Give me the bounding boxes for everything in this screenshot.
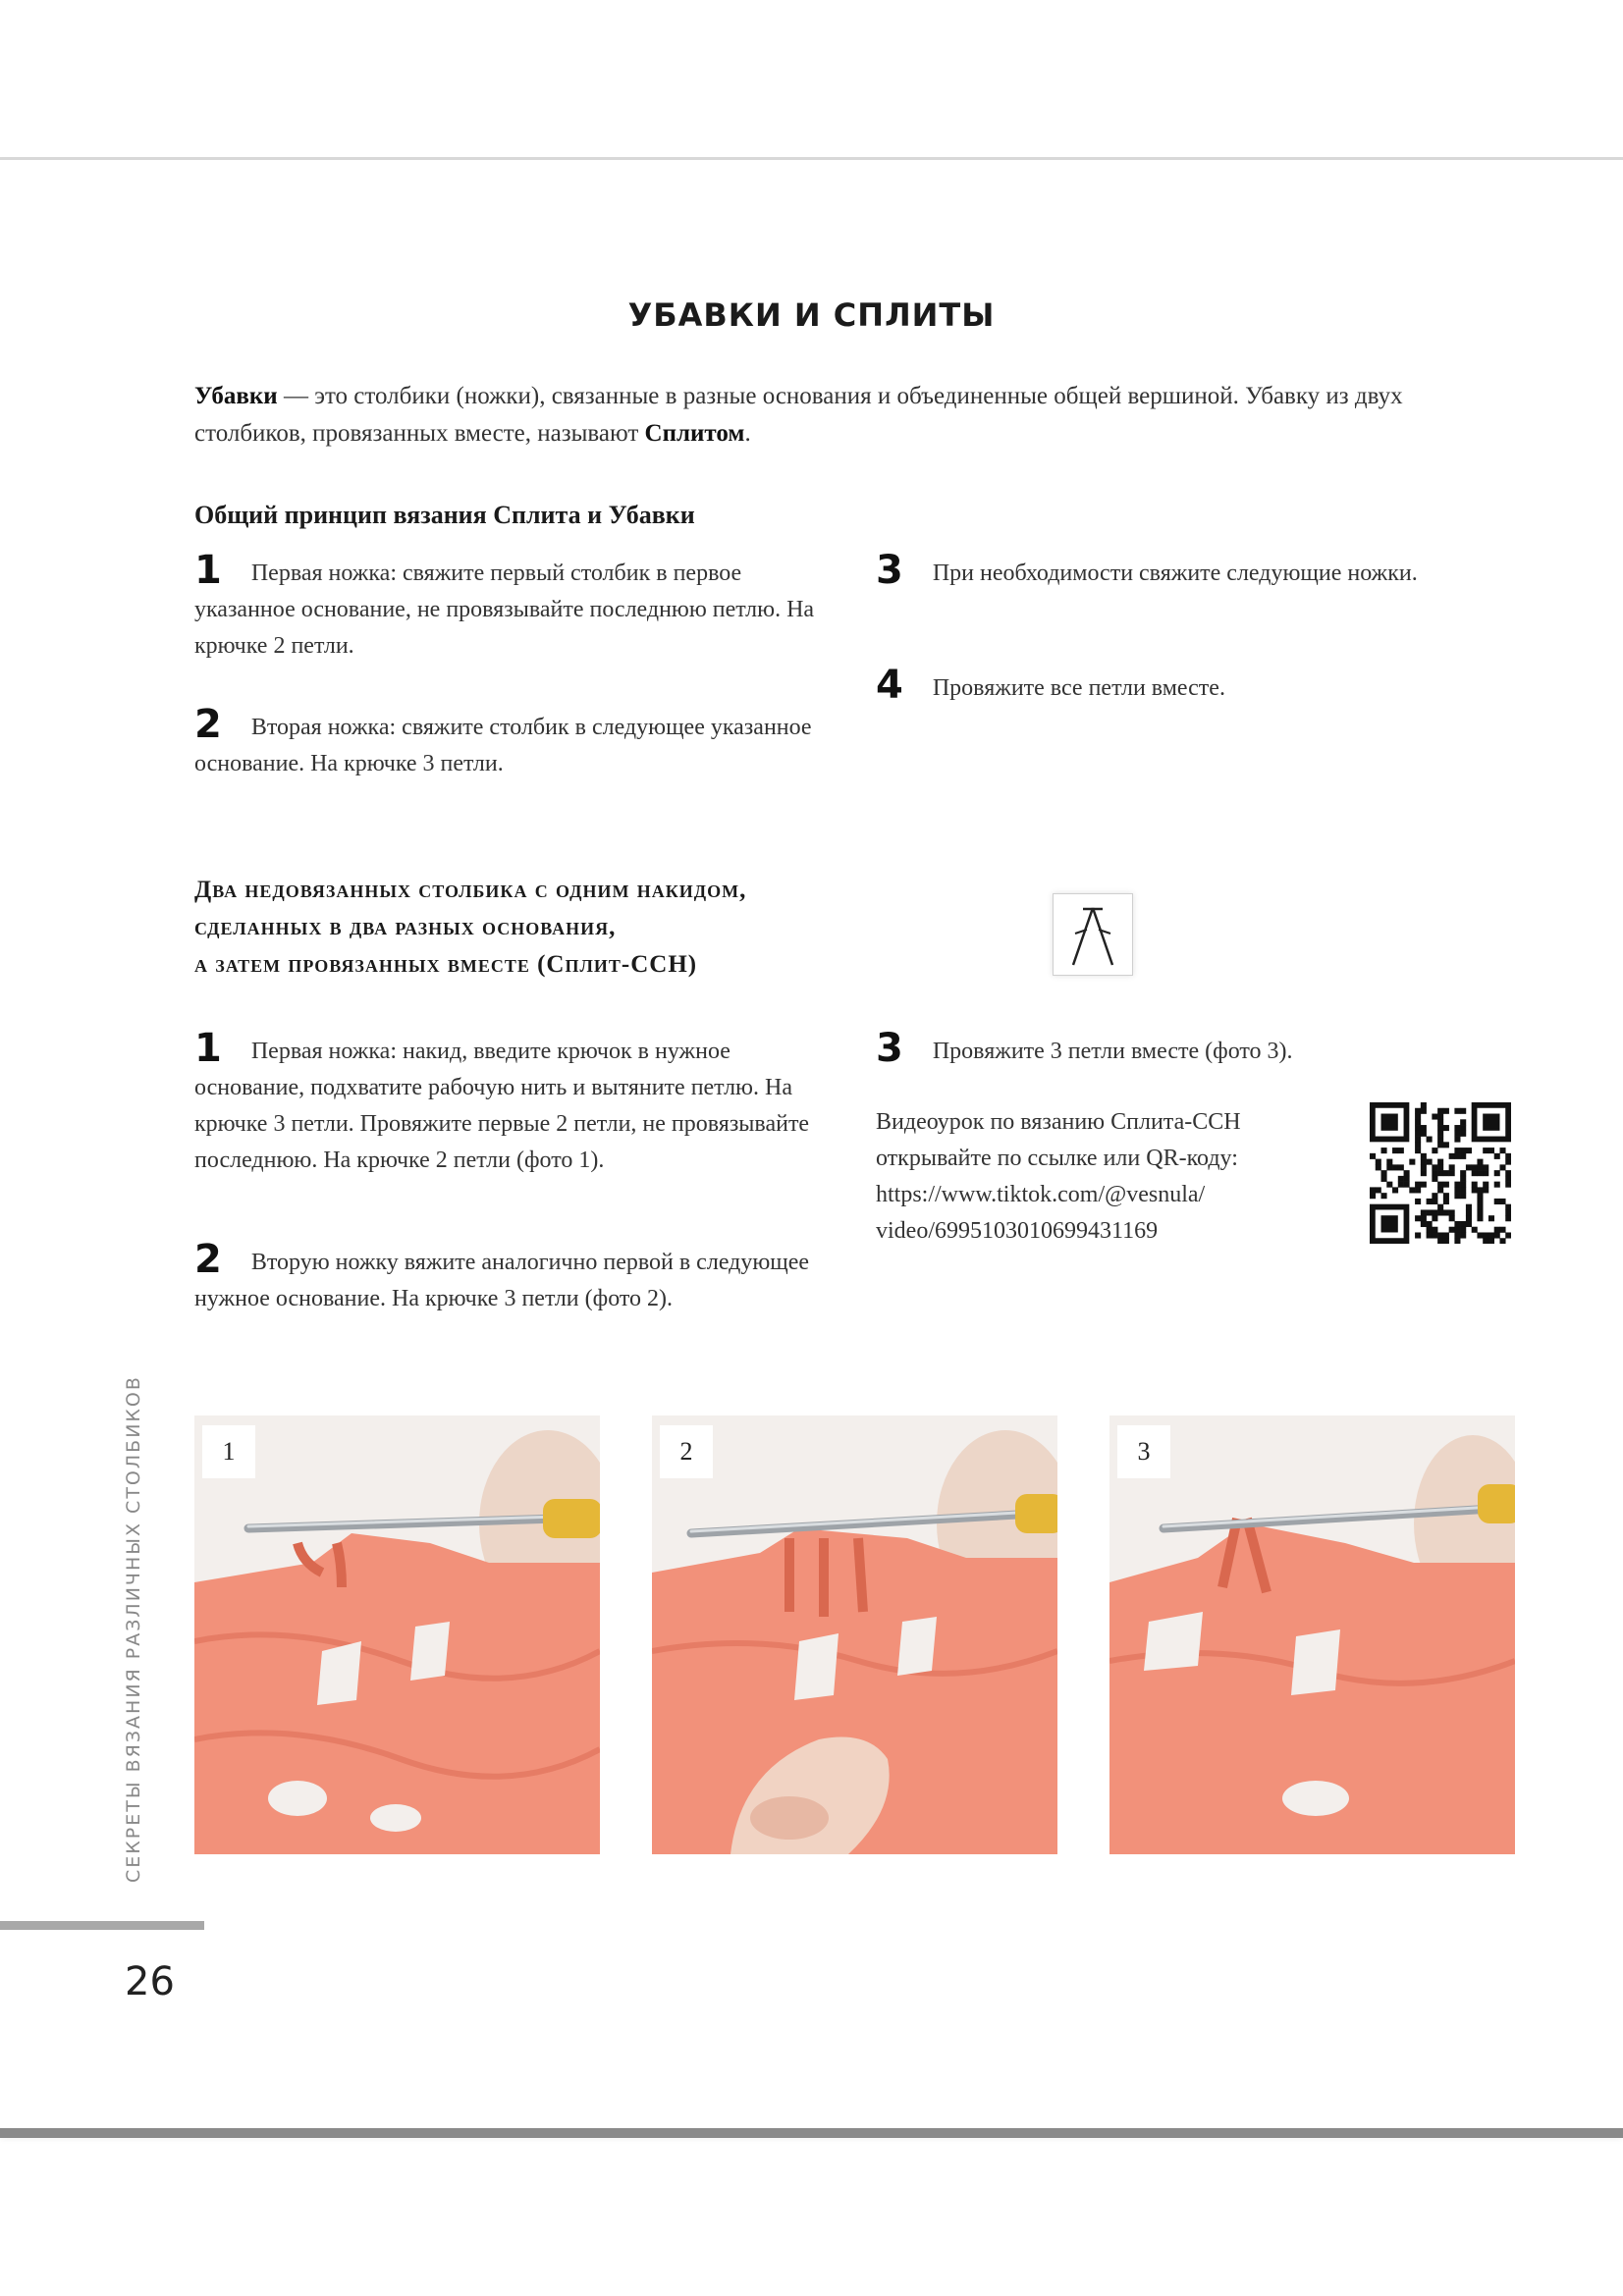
- crochet-photo-2-drawing: [652, 1415, 1057, 1854]
- split-dc-symbol-drawing: [1054, 894, 1132, 975]
- video-lesson-text: [876, 1104, 1357, 1250]
- step-number: 4: [876, 663, 903, 708]
- section1-step-4: [876, 663, 1475, 708]
- section1-step-1: [194, 548, 823, 665]
- step-number: 3: [876, 548, 903, 593]
- page-number-rule: [0, 1921, 204, 1930]
- split-dc-symbol-icon: [1053, 893, 1133, 976]
- photo-label: 2: [660, 1425, 713, 1478]
- step-number: 3: [876, 1026, 903, 1071]
- qr-code-drawing: [1370, 1102, 1511, 1244]
- photo-label: 3: [1117, 1425, 1170, 1478]
- photo-2: [652, 1415, 1057, 1854]
- intro-text-2: .: [744, 420, 751, 447]
- page-title: УБАВКИ И СПЛИТЫ: [627, 296, 996, 334]
- photo-label: 1: [202, 1425, 255, 1478]
- sidebar-running-title: СЕКРЕТЫ ВЯЗАНИЯ РАЗЛИЧНЫХ СТОЛБИКОВ: [123, 1375, 144, 1883]
- video-link[interactable]: https://www.tiktok.com/@vesnula/: [876, 1182, 1206, 1207]
- step-number: 2: [194, 702, 222, 747]
- step-number: 2: [194, 1237, 222, 1282]
- step-text: При необходимости свяжите следующие ножки.: [932, 561, 1418, 586]
- section2-heading: [194, 872, 1058, 984]
- step-text: Провяжите все петли вместе.: [932, 675, 1225, 701]
- intro-paragraph: [194, 378, 1471, 453]
- step-number: 1: [194, 548, 222, 593]
- section2-step-2: [194, 1237, 823, 1317]
- video-text-line: открывайте по ссылке или QR-коду:: [876, 1146, 1238, 1171]
- video-link-continued[interactable]: video/6995103010699431169: [876, 1218, 1159, 1244]
- intro-term-2: Сплитом: [644, 420, 745, 447]
- step-number: 1: [194, 1026, 222, 1071]
- section2-heading-line: а затем провязанных вместе (Сплит-ССН): [194, 951, 698, 978]
- crochet-photo-3-drawing: [1109, 1415, 1515, 1854]
- section2-heading-line: Два недовязанных столбика с одним накидом,: [194, 877, 747, 903]
- step-text: Провяжите 3 петли вместе (фото 3).: [932, 1039, 1293, 1064]
- step-text: Вторая ножка: свяжите столбик в следующее указанное основание. На крючке 3 петли.: [194, 715, 812, 776]
- page-bottom-edge: [0, 2128, 1623, 2138]
- section1-step-2: [194, 702, 823, 782]
- video-text-line: Видеоурок по вязанию Сплита-ССН: [876, 1109, 1241, 1135]
- photo-3: [1109, 1415, 1515, 1854]
- intro-term: Убавки: [194, 383, 278, 409]
- section2-step-3: [876, 1026, 1475, 1071]
- photo-1: [194, 1415, 600, 1854]
- step-text: Первая ножка: накид, введите крючок в нужное основание, подхватите рабочую нить и вытяните петлю. На крючке 3 петли. Провяжите первые 2 петли, не провязывайте последнюю. На крючке 2 петли (фото 1).: [194, 1039, 810, 1173]
- section1-heading: Общий принцип вязания Сплита и Убавки: [194, 501, 695, 529]
- section2-step-1: [194, 1026, 823, 1179]
- step-text: Первая ножка: свяжите первый столбик в первое указанное основание, не провязывайте последнюю петлю. На крючке 2 петли.: [194, 561, 815, 659]
- section2-heading-line: сделанных в два разных основания,: [194, 914, 617, 940]
- page-number: 26: [125, 1959, 175, 2004]
- step-text: Вторую ножку вяжите аналогично первой в следующее нужное основание. На крючке 3 петли (фото 2).: [194, 1250, 810, 1311]
- section1-step-3: [876, 548, 1475, 593]
- intro-text-1: — это столбики (ножки), связанные в разные основания и объединенные общей вершиной. Убавку из двух столбиков, провязанных вместе, называют: [194, 383, 1403, 447]
- qr-code-icon[interactable]: [1370, 1102, 1511, 1244]
- crochet-photo-1-drawing: [194, 1415, 600, 1854]
